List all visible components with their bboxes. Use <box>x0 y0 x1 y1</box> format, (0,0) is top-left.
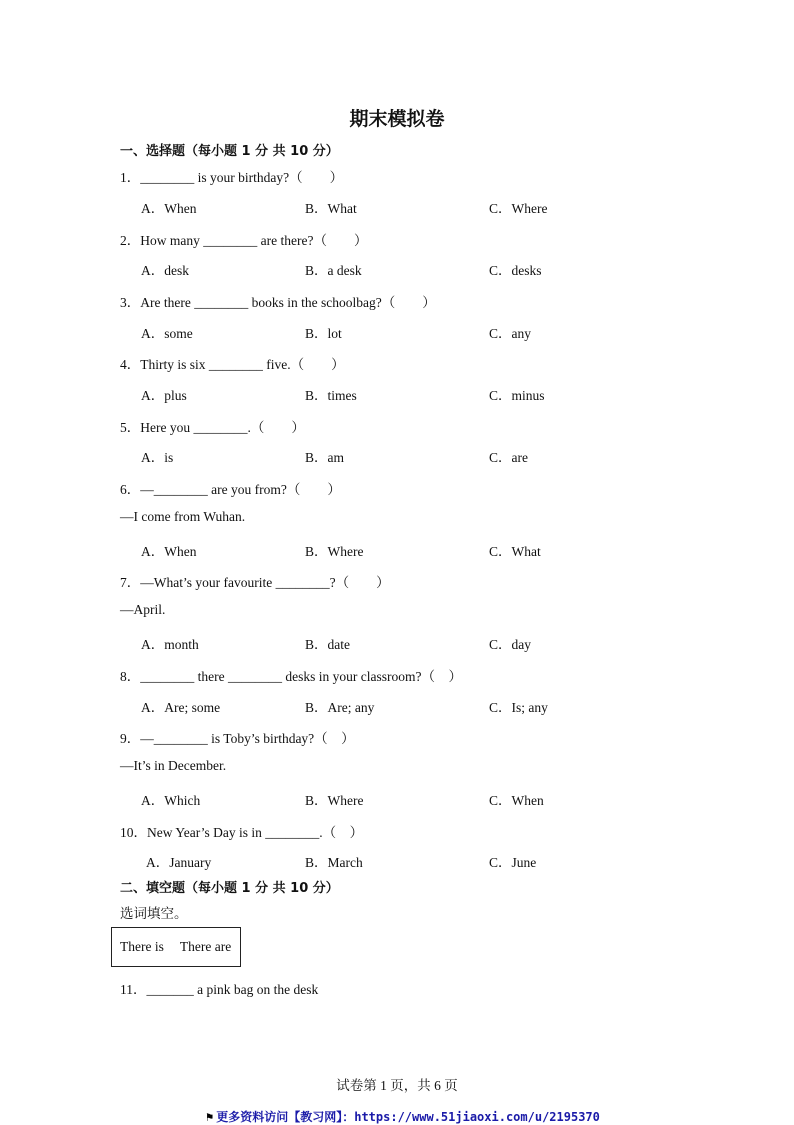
q10-option-b: B．March <box>305 855 363 870</box>
q8-option-a: A．Are; some <box>141 700 221 715</box>
q6-option-b: B．Where <box>305 544 364 559</box>
question-1: 1．________ is your birthday?（ ） <box>120 170 344 185</box>
question-9: 9．—________ is Toby’s birthday?（ ） <box>120 731 355 746</box>
promo-text: 更多资料访问【教习网】：https://www.51jiaoxi.com/u/2195370 <box>216 1110 600 1124</box>
page-footer: 试卷第 1 页，共 6 页 <box>336 1078 458 1093</box>
section-heading-multiple-choice: 一、选择题（每小题 1 分 共 10 分） <box>120 144 339 159</box>
q7-option-b: B．date <box>305 637 350 652</box>
question-11: 11．_______ a pink bag on the desk <box>120 982 319 997</box>
flag-icon: ⚑ <box>206 1110 214 1124</box>
question-2: 2．How many ________ are there?（ ） <box>120 233 368 248</box>
q9-option-b: B．Where <box>305 793 364 808</box>
q7-dialogue-answer: —April. <box>120 602 166 617</box>
q2-option-c: C．desks <box>489 263 542 278</box>
question-10: 10．New Year’s Day is in ________.（ ） <box>120 825 364 840</box>
q4-option-c: C．minus <box>489 388 545 403</box>
q1-option-a: A．When <box>141 201 197 216</box>
question-7: 7．—What’s your favourite ________?（ ） <box>120 575 390 590</box>
section-heading-fill-blank: 二、填空题（每小题 1 分 共 10 分） <box>120 881 339 896</box>
q7-option-a: A．month <box>141 637 199 652</box>
q6-option-a: A．When <box>141 544 197 559</box>
q5-option-b: B．am <box>305 450 344 465</box>
word-bank-item: There is <box>120 939 164 954</box>
q9-option-a: A．Which <box>141 793 201 808</box>
question-6: 6．—________ are you from?（ ） <box>120 482 341 497</box>
q8-option-c: C．Is; any <box>489 700 548 715</box>
q1-option-b: B．What <box>305 201 357 216</box>
q3-option-c: C．any <box>489 326 531 341</box>
q2-option-b: B．a desk <box>305 263 362 278</box>
promo-link[interactable] <box>206 1108 600 1125</box>
q8-option-b: B．Are; any <box>305 700 375 715</box>
q4-option-a: A．plus <box>141 388 187 403</box>
q1-option-c: C．Where <box>489 201 548 216</box>
q10-option-a: A．January <box>146 855 212 870</box>
fill-blank-instruction: 选词填空。 <box>120 906 188 922</box>
q6-dialogue-answer: —I come from Wuhan. <box>120 509 246 524</box>
q2-option-a: A．desk <box>141 263 189 278</box>
question-8: 8．________ there ________ desks in your classroom?（ ） <box>120 669 462 684</box>
q9-dialogue-answer: —It’s in December. <box>120 758 227 773</box>
q5-option-c: C．are <box>489 450 528 465</box>
q4-option-b: B．times <box>305 388 357 403</box>
q6-option-c: C．What <box>489 544 541 559</box>
q9-option-c: C．When <box>489 793 544 808</box>
question-3: 3．Are there ________ books in the schoolbag?（ ） <box>120 295 436 310</box>
q7-option-c: C．day <box>489 637 531 652</box>
page-title: 期末模拟卷 <box>349 108 445 130</box>
q5-option-a: A．is <box>141 450 174 465</box>
q3-option-b: B．lot <box>305 326 342 341</box>
q3-option-a: A．some <box>141 326 193 341</box>
q10-option-c: C．June <box>489 855 537 870</box>
word-bank-box <box>111 927 241 967</box>
question-4: 4．Thirty is six ________ five.（ ） <box>120 357 345 372</box>
question-5: 5．Here you ________.（ ） <box>120 420 305 435</box>
word-bank-item: There are <box>179 939 232 954</box>
